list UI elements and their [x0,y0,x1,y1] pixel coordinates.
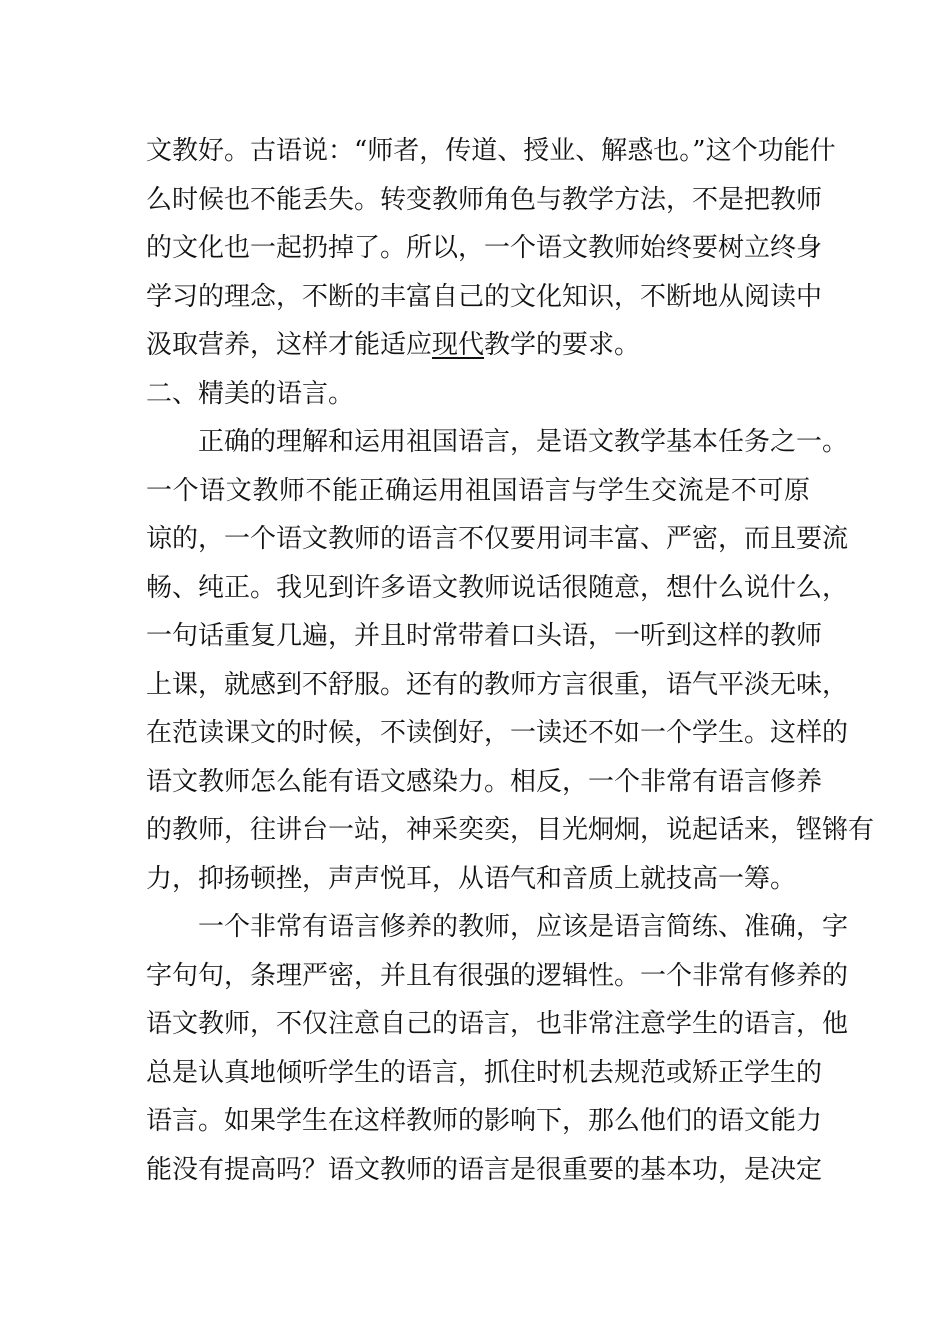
text-line: 一个非常有语言修养的教师，应该是语言简练、准确，字 [198,912,849,942]
text-line [146,321,810,370]
text-line: 语文教师，不仅注意自己的语言，也非常注意学生的语言，他 [146,1009,849,1039]
paragraph-language-cultivation [146,903,849,1194]
underlined-term: 现代 [432,330,485,360]
text-line: 在范读课文的时候，不读倒好，一读还不如一个学生。这样的 [146,718,849,748]
text-line: 一个语文教师不能正确运用祖国语言与学生交流是不可原 [146,475,810,506]
text-line: 一句话重复几遍，并且时常带着口头语，一听到这样的教师 [146,621,823,651]
text-line: 的文化也一起扔掉了。所以，一个语文教师始终要树立终身 [146,233,823,263]
text-line: 总是认真地倾听学生的语言，抓住时机去规范或矫正学生的 [146,1057,823,1088]
document-page [146,127,875,1194]
section-heading: 二、精美的语言。 [146,378,355,409]
text-line: 的教师，往讲台一站，神采奕奕，目光炯炯，说起话来，铿锵有 [146,815,875,845]
text-line: 语言。如果学生在这样教师的影响下，那么他们的语文能力 [146,1106,823,1136]
text-line: 文教好。古语说：“师者，传道、授业、解惑也。”这个功能什 [146,136,836,166]
text-line: 语文教师怎么能有语文感染力。相反，一个非常有语言修养 [146,766,823,797]
text-line: 学习的理念，不断的丰富自己的文化知识，不断地从阅读中 [146,281,823,312]
text-line: 么时候也不能丢失。转变教师角色与教学方法，不是把教师 [146,184,823,215]
text-line: 正确的理解和运用祖国语言，是语文教学基本任务之一。 [198,427,849,457]
text-segment: 汲取营养，这样才能适应 [146,330,433,360]
text-line: 字句句，条理严密，并且有很强的逻辑性。一个非常有修养的 [146,960,849,991]
text-line: 谅的，一个语文教师的语言不仅要用词丰富、严密，而且要流 [146,524,849,554]
paragraph-language-importance [146,418,875,903]
text-segment: 教学的要求。 [484,330,641,360]
paragraph-teacher-knowledge [146,127,836,370]
text-line: 畅、纯正。我见到许多语文教师说话很随意，想什么说什么， [146,572,849,603]
text-line: 能没有提高吗？语文教师的语言是很重要的基本功，是决定 [146,1154,823,1185]
text-line: 力，抑扬顿挫，声声悦耳，从语气和音质上就技高一筹。 [146,863,797,894]
text-line: 上课，就感到不舒服。还有的教师方言很重，语气平淡无味， [146,669,849,700]
